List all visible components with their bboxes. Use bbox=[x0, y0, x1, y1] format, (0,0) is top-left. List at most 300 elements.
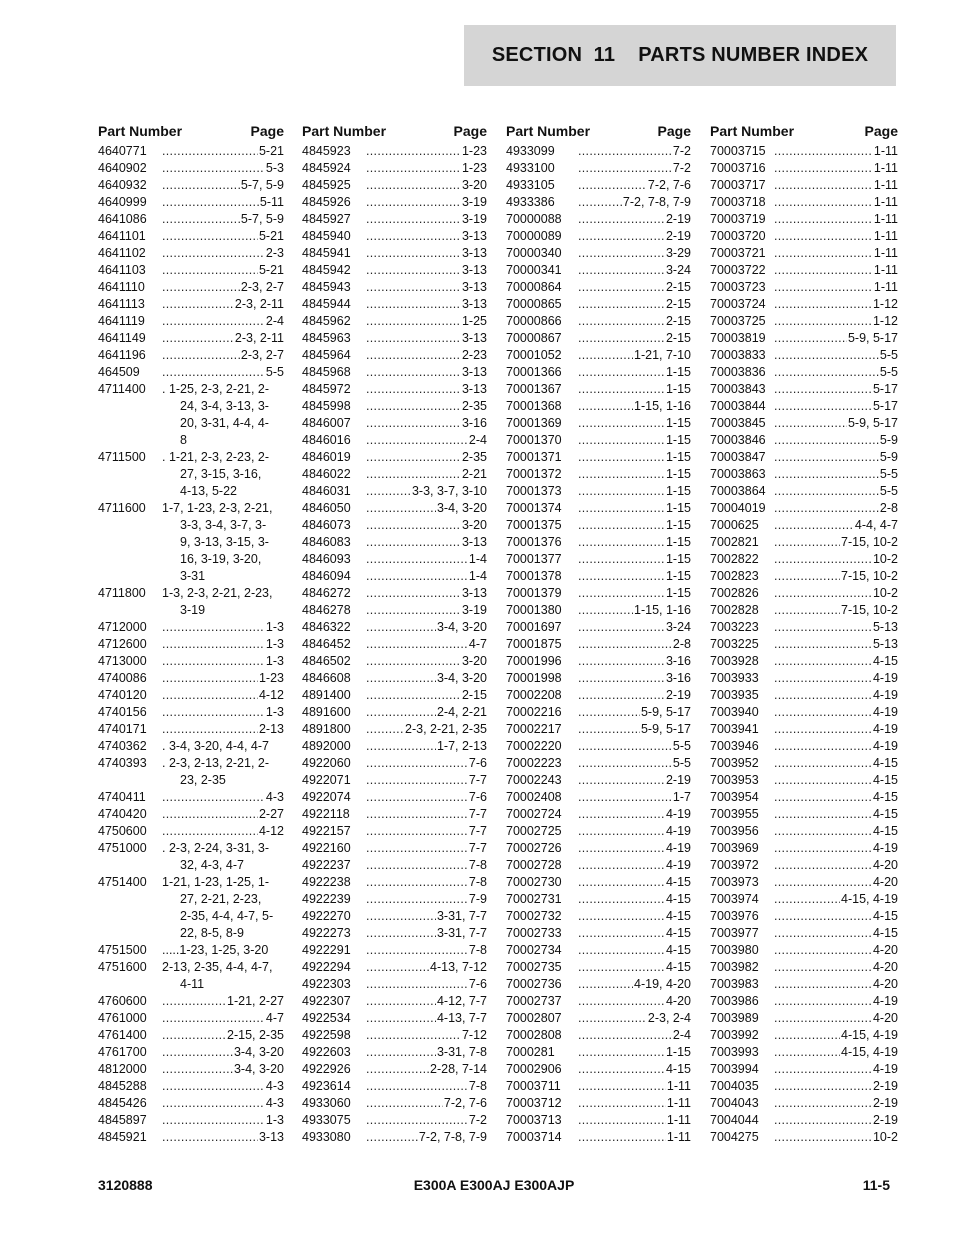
part-number: 70003836 bbox=[710, 365, 766, 379]
page-reference: ..... 10-2 bbox=[774, 551, 898, 568]
part-number: 70003863 bbox=[710, 467, 766, 481]
index-column-2 bbox=[302, 118, 487, 1146]
index-entry bbox=[506, 687, 691, 704]
index-entry bbox=[302, 1044, 487, 1061]
page-reference: ..... 4-20 bbox=[774, 857, 898, 874]
page-reference: ..... 5-5 bbox=[774, 347, 898, 364]
index-entry bbox=[98, 1095, 284, 1112]
page-reference: . 2-3, 2-13, 2-21, 2- 23, 2-35 bbox=[162, 756, 270, 787]
index-entry bbox=[506, 891, 691, 908]
page-reference: ..... 2-8 bbox=[774, 500, 898, 517]
page-reference: ..... 4-15 bbox=[774, 806, 898, 823]
index-entry bbox=[98, 1044, 284, 1061]
part-number: 4845963 bbox=[302, 331, 351, 345]
page-reference: ..... 2-15 bbox=[578, 296, 691, 313]
index-entry bbox=[302, 330, 487, 347]
index-entry bbox=[302, 874, 487, 891]
part-number: 7003935 bbox=[710, 688, 759, 702]
part-number: 4641149 bbox=[98, 331, 146, 345]
index-entry bbox=[98, 823, 284, 840]
part-number: 4751000 bbox=[98, 841, 147, 855]
index-entry bbox=[302, 1010, 487, 1027]
page-reference: ..... 4-4, 4-7 bbox=[774, 517, 898, 534]
part-number: 70003864 bbox=[710, 484, 766, 498]
index-entry bbox=[506, 755, 691, 772]
page-reference: ..... 2-35 bbox=[366, 398, 487, 415]
index-entry bbox=[302, 194, 487, 211]
index-entry bbox=[302, 1061, 487, 1078]
page-reference: 1-3, 2-3, 2-21, 2-23, 3-19 bbox=[162, 586, 273, 617]
part-number: 4846278 bbox=[302, 603, 351, 617]
part-number: 70001366 bbox=[506, 365, 562, 379]
page-reference: ..... 3-3, 3-7, 3-10 bbox=[366, 483, 487, 500]
page-reference: ..... 2-19 bbox=[578, 772, 691, 789]
index-entry bbox=[98, 143, 284, 160]
part-number: 70001378 bbox=[506, 569, 562, 583]
index-entry bbox=[506, 415, 691, 432]
index-entry bbox=[710, 653, 898, 670]
part-number: 4641101 bbox=[98, 229, 146, 243]
page-reference: ..... 2-19 bbox=[578, 228, 691, 245]
part-number: 4640771 bbox=[98, 144, 147, 158]
part-number: 4641103 bbox=[98, 263, 146, 277]
page-reference: ..... 1-11 bbox=[774, 177, 898, 194]
part-number: 4761000 bbox=[98, 1011, 147, 1025]
page-reference: ..... 1-15 bbox=[578, 534, 691, 551]
index-entry bbox=[710, 1044, 898, 1061]
section-title: PARTS NUMBER INDEX bbox=[638, 44, 869, 66]
page-reference: ..... 1-11 bbox=[774, 211, 898, 228]
page-reference: ..... 4-15 bbox=[578, 942, 691, 959]
part-number: 4740120 bbox=[98, 688, 147, 702]
part-number: 7003225 bbox=[710, 637, 759, 651]
index-entry bbox=[506, 721, 691, 738]
index-entry bbox=[98, 993, 284, 1010]
index-entry bbox=[710, 704, 898, 721]
part-number: 4641113 bbox=[98, 297, 145, 311]
page-reference: ..... 3-13 bbox=[366, 364, 487, 381]
part-number: 4740362 bbox=[98, 739, 147, 753]
page-reference: ..... 3-13 bbox=[366, 381, 487, 398]
index-entry bbox=[506, 534, 691, 551]
page-reference: ..... 1-7 bbox=[578, 789, 691, 806]
part-number: 7004043 bbox=[710, 1096, 759, 1110]
index-entry bbox=[506, 228, 691, 245]
page-reference: ..... 5-17 bbox=[774, 381, 898, 398]
part-number: 4933075 bbox=[302, 1113, 351, 1127]
page-reference: ..... 4-19 bbox=[774, 840, 898, 857]
page-reference: ..... 1-15 bbox=[578, 585, 691, 602]
index-entry bbox=[506, 398, 691, 415]
page-reference: ..... 3-4, 3-20 bbox=[366, 500, 487, 517]
part-number: 4846031 bbox=[302, 484, 351, 498]
part-number: 4922270 bbox=[302, 909, 351, 923]
index-entry bbox=[506, 245, 691, 262]
page-reference: ..... 7-2, 7-8, 7-9 bbox=[366, 1129, 487, 1146]
page-reference: ..... 4-19 bbox=[774, 704, 898, 721]
part-number: 70002808 bbox=[506, 1028, 562, 1042]
part-number: 70000340 bbox=[506, 246, 562, 260]
page-reference: ..... 2-19 bbox=[774, 1078, 898, 1095]
part-number: 4922926 bbox=[302, 1062, 351, 1076]
index-entry bbox=[710, 330, 898, 347]
page-reference: ..... 1-11 bbox=[774, 245, 898, 262]
page-reference: ..... 10-2 bbox=[774, 585, 898, 602]
part-number: 4712000 bbox=[98, 620, 147, 634]
part-number: 70001369 bbox=[506, 416, 562, 430]
index-entry bbox=[98, 687, 284, 704]
part-number: 4922307 bbox=[302, 994, 351, 1008]
part-number: 70002408 bbox=[506, 790, 562, 804]
part-number: 7003952 bbox=[710, 756, 759, 770]
page-reference: ..... 4-15, 4-19 bbox=[774, 1044, 898, 1061]
index-entry bbox=[506, 160, 691, 177]
index-entry bbox=[710, 1027, 898, 1044]
page-reference: ..... 1-3 bbox=[162, 704, 284, 721]
part-number: 70001370 bbox=[506, 433, 562, 447]
page-header: Page bbox=[864, 123, 898, 139]
part-number: 4751500 bbox=[98, 943, 147, 957]
index-entry bbox=[710, 891, 898, 908]
part-number-header: Part Number bbox=[506, 123, 591, 139]
page-reference: ..... 3-13 bbox=[366, 585, 487, 602]
page-reference: ..... 4-19 bbox=[578, 840, 691, 857]
part-number: 70003714 bbox=[506, 1130, 562, 1144]
index-entry bbox=[302, 466, 487, 483]
index-entry bbox=[302, 585, 487, 602]
index-entry bbox=[506, 823, 691, 840]
index-entry bbox=[302, 534, 487, 551]
page-reference: ..... 3-20 bbox=[366, 517, 487, 534]
column-header bbox=[710, 118, 898, 143]
part-number: 7003955 bbox=[710, 807, 759, 821]
index-entry bbox=[302, 619, 487, 636]
part-number: 70003819 bbox=[710, 331, 766, 345]
part-number: 7003986 bbox=[710, 994, 759, 1008]
part-number: 4922294 bbox=[302, 960, 351, 974]
index-entry bbox=[302, 670, 487, 687]
part-number: 7003994 bbox=[710, 1062, 759, 1076]
index-entry bbox=[710, 449, 898, 466]
part-number: 7002823 bbox=[710, 569, 759, 583]
page-reference: ..... 2-4, 2-21 bbox=[366, 704, 487, 721]
page-reference: ..... 2-3, 2-7 bbox=[162, 347, 284, 364]
part-number: 70003843 bbox=[710, 382, 766, 396]
part-number: 7000281 bbox=[506, 1045, 555, 1059]
index-entry bbox=[506, 653, 691, 670]
page-reference: ..... 5-5 bbox=[774, 466, 898, 483]
part-number: 70001375 bbox=[506, 518, 562, 532]
part-number: 70000864 bbox=[506, 280, 562, 294]
part-number: 7003973 bbox=[710, 875, 759, 889]
index-column-1 bbox=[98, 118, 284, 1146]
index-entry bbox=[710, 823, 898, 840]
index-entry bbox=[506, 976, 691, 993]
page-reference: ..... 1-11 bbox=[774, 262, 898, 279]
column-header bbox=[506, 118, 691, 143]
index-entry bbox=[506, 262, 691, 279]
index-entry bbox=[506, 704, 691, 721]
part-number: 4933386 bbox=[506, 195, 555, 209]
part-number: 70003717 bbox=[710, 178, 766, 192]
page-reference: ..... 4-15, 4-19 bbox=[774, 1027, 898, 1044]
part-number: 4846322 bbox=[302, 620, 351, 634]
index-entry bbox=[506, 1129, 691, 1146]
column-header bbox=[98, 118, 284, 143]
part-number: 70001697 bbox=[506, 620, 562, 634]
part-number: 70001373 bbox=[506, 484, 562, 498]
part-number: 4891600 bbox=[302, 705, 351, 719]
part-number: 70001998 bbox=[506, 671, 562, 685]
part-number: 4740156 bbox=[98, 705, 147, 719]
index-entry bbox=[710, 840, 898, 857]
index-entry bbox=[506, 177, 691, 194]
page-reference: ..... 1-3 bbox=[162, 653, 284, 670]
index-entry bbox=[710, 993, 898, 1010]
part-number: 70000088 bbox=[506, 212, 562, 226]
part-number: 70003712 bbox=[506, 1096, 562, 1110]
page-reference: ..... 3-13 bbox=[366, 534, 487, 551]
part-number: 70001368 bbox=[506, 399, 562, 413]
page-reference: ..... 10-2 bbox=[774, 1129, 898, 1146]
part-number: 4711600 bbox=[98, 501, 146, 515]
index-entry bbox=[506, 211, 691, 228]
part-number: 70002735 bbox=[506, 960, 562, 974]
index-entry bbox=[506, 602, 691, 619]
page-reference: ..... 3-29 bbox=[578, 245, 691, 262]
index-entry bbox=[710, 772, 898, 789]
entry-list bbox=[710, 143, 898, 1146]
page-reference: ..... 4-15 bbox=[578, 891, 691, 908]
part-number: 70002208 bbox=[506, 688, 562, 702]
part-number-header: Part Number bbox=[98, 123, 183, 139]
index-entry bbox=[710, 483, 898, 500]
part-number: 4846093 bbox=[302, 552, 351, 566]
part-number: 4845942 bbox=[302, 263, 351, 277]
part-number: 4641119 bbox=[98, 314, 145, 328]
part-number: 4845426 bbox=[98, 1096, 147, 1110]
part-number: 7000625 bbox=[710, 518, 759, 532]
page-reference: ..... 7-6 bbox=[366, 789, 487, 806]
page-reference: ..... 1-23 bbox=[366, 143, 487, 160]
part-number: 70002733 bbox=[506, 926, 562, 940]
page-reference: ..... 7-8 bbox=[366, 942, 487, 959]
part-number: 70003846 bbox=[710, 433, 766, 447]
part-number: 4845921 bbox=[98, 1130, 147, 1144]
index-entry bbox=[710, 500, 898, 517]
page-reference: ..... 5-13 bbox=[774, 619, 898, 636]
page-reference: ..... 3-16 bbox=[578, 670, 691, 687]
page-reference: ..... 4-15 bbox=[578, 874, 691, 891]
part-number: 70003722 bbox=[710, 263, 766, 277]
page-reference: ..... 7-15, 10-2 bbox=[774, 568, 898, 585]
part-number: 7003223 bbox=[710, 620, 759, 634]
part-number: 70001875 bbox=[506, 637, 562, 651]
page-reference: ..... 7-15, 10-2 bbox=[774, 602, 898, 619]
index-entry bbox=[302, 993, 487, 1010]
page-reference: . 2-3, 2-24, 3-31, 3- 32, 4-3, 4-7 bbox=[162, 841, 270, 872]
index-entry bbox=[506, 517, 691, 534]
page-reference: . 3-4, 3-20, 4-4, 4-7 bbox=[162, 739, 270, 753]
part-number: 70001377 bbox=[506, 552, 562, 566]
part-number: 4923614 bbox=[302, 1079, 351, 1093]
part-number: 4846502 bbox=[302, 654, 351, 668]
part-number: 70002906 bbox=[506, 1062, 562, 1076]
page-reference: ..... 5-9, 5-17 bbox=[774, 330, 898, 347]
part-number: 70000865 bbox=[506, 297, 562, 311]
page-reference: ..... 7-8 bbox=[366, 857, 487, 874]
part-number: 7003928 bbox=[710, 654, 759, 668]
part-number: 4922160 bbox=[302, 841, 351, 855]
index-entry bbox=[98, 228, 284, 245]
page-reference: ..... 7-8 bbox=[366, 874, 487, 891]
page-reference: ..... 7-2 bbox=[366, 1112, 487, 1129]
index-entry bbox=[98, 160, 284, 177]
index-entry bbox=[710, 432, 898, 449]
part-number: 7003946 bbox=[710, 739, 759, 753]
index-entry bbox=[302, 279, 487, 296]
part-number: 7002821 bbox=[710, 535, 759, 549]
page-reference: ..... 7-7 bbox=[366, 840, 487, 857]
page-reference: ..... 4-15 bbox=[578, 908, 691, 925]
index-entry bbox=[98, 1061, 284, 1078]
part-number: 70002725 bbox=[506, 824, 562, 838]
index-entry bbox=[506, 1027, 691, 1044]
page-reference: ..... 5-9 bbox=[774, 432, 898, 449]
page-reference: ..... 7-12 bbox=[366, 1027, 487, 1044]
index-entry bbox=[710, 1095, 898, 1112]
page-reference: ..... 2-19 bbox=[578, 687, 691, 704]
part-number: 70003847 bbox=[710, 450, 766, 464]
page-reference: ..... 5-17 bbox=[774, 398, 898, 415]
index-entry bbox=[302, 687, 487, 704]
part-number: 70004019 bbox=[710, 501, 766, 515]
page-reference: ..... 5-5 bbox=[774, 483, 898, 500]
part-number: 4640902 bbox=[98, 161, 147, 175]
part-number: 7003980 bbox=[710, 943, 759, 957]
page-reference: ..... 7-7 bbox=[366, 823, 487, 840]
part-number: 70001371 bbox=[506, 450, 562, 464]
page-reference: ..... 4-15 bbox=[774, 653, 898, 670]
part-number: 7003972 bbox=[710, 858, 759, 872]
page-header: Page bbox=[250, 123, 284, 139]
index-entry bbox=[710, 551, 898, 568]
page-reference: ..... 1-11 bbox=[578, 1112, 691, 1129]
index-entry bbox=[506, 1078, 691, 1095]
index-entry bbox=[302, 959, 487, 976]
page-reference: ..... 4-20 bbox=[774, 1010, 898, 1027]
index-entry bbox=[302, 925, 487, 942]
part-number: 70003723 bbox=[710, 280, 766, 294]
part-number: 70001374 bbox=[506, 501, 562, 515]
index-entry bbox=[302, 296, 487, 313]
page-reference: ..... 3-4, 3-20 bbox=[366, 670, 487, 687]
page-reference: ..... 2-19 bbox=[578, 211, 691, 228]
index-entry bbox=[710, 296, 898, 313]
page-reference: ..... 3-19 bbox=[366, 602, 487, 619]
page-reference: ..... 3-13 bbox=[366, 245, 487, 262]
part-number: 70002724 bbox=[506, 807, 562, 821]
index-entry bbox=[302, 738, 487, 755]
page-reference: ..... 4-15 bbox=[578, 1061, 691, 1078]
index-entry bbox=[98, 653, 284, 670]
part-number: 4711500 bbox=[98, 450, 146, 464]
index-entry bbox=[302, 976, 487, 993]
part-number: 4933080 bbox=[302, 1130, 351, 1144]
index-entry bbox=[710, 806, 898, 823]
page-reference: ..... 5-5 bbox=[578, 755, 691, 772]
page-reference: ..... 4-7 bbox=[162, 1010, 284, 1027]
page-reference: ..... 1-25 bbox=[366, 313, 487, 330]
part-number: 4933105 bbox=[506, 178, 555, 192]
page-number: 11-5 bbox=[862, 1177, 890, 1193]
index-entry bbox=[98, 500, 284, 585]
index-entry bbox=[98, 194, 284, 211]
part-number: 4846608 bbox=[302, 671, 351, 685]
index-entry bbox=[98, 1112, 284, 1129]
index-entry bbox=[302, 1027, 487, 1044]
page-reference: ..... 5-5 bbox=[578, 738, 691, 755]
part-number: 4922303 bbox=[302, 977, 351, 991]
index-entry bbox=[710, 517, 898, 534]
page-footer bbox=[98, 1177, 890, 1197]
part-number: 7003983 bbox=[710, 977, 759, 991]
part-number: 7003974 bbox=[710, 892, 759, 906]
part-number: 4891400 bbox=[302, 688, 351, 702]
page-reference: ..... 1-15 bbox=[578, 568, 691, 585]
page-reference: ..... 4-19 bbox=[578, 857, 691, 874]
index-entry bbox=[302, 568, 487, 585]
part-number: 4846050 bbox=[302, 501, 351, 515]
column-header bbox=[302, 118, 487, 143]
page-reference: ..... 4-20 bbox=[774, 959, 898, 976]
index-entry bbox=[506, 619, 691, 636]
section-spacer bbox=[615, 44, 638, 67]
page-reference: ..... 7-2 bbox=[578, 143, 691, 160]
page-reference: ..... 4-3 bbox=[162, 789, 284, 806]
part-number: 4845940 bbox=[302, 229, 351, 243]
part-number: 4712600 bbox=[98, 637, 147, 651]
part-number: 70003715 bbox=[710, 144, 766, 158]
index-entry bbox=[302, 177, 487, 194]
part-number: 4845926 bbox=[302, 195, 351, 209]
part-number: 4751400 bbox=[98, 875, 147, 889]
index-entry bbox=[302, 364, 487, 381]
page-reference: ..... 7-2, 7-6 bbox=[366, 1095, 487, 1112]
page-reference: ..... 4-15 bbox=[774, 772, 898, 789]
index-entry bbox=[302, 551, 487, 568]
index-entry bbox=[710, 381, 898, 398]
index-entry bbox=[710, 534, 898, 551]
page-reference: ..... 2-21 bbox=[366, 466, 487, 483]
part-number: 70002734 bbox=[506, 943, 562, 957]
page-reference: ..... 3-19 bbox=[366, 194, 487, 211]
page-reference: ..... 1-15 bbox=[578, 432, 691, 449]
index-entry bbox=[506, 772, 691, 789]
page-reference: ..... 5-9 bbox=[774, 449, 898, 466]
index-entry bbox=[98, 296, 284, 313]
part-number: 4740411 bbox=[98, 790, 146, 804]
index-entry bbox=[710, 364, 898, 381]
part-number: 4845998 bbox=[302, 399, 351, 413]
index-entry bbox=[506, 364, 691, 381]
page-reference: ..... 1-11 bbox=[774, 279, 898, 296]
page-reference: ..... 1-3 bbox=[162, 636, 284, 653]
part-number: 4922598 bbox=[302, 1028, 351, 1042]
part-number: 4845924 bbox=[302, 161, 351, 175]
index-entry bbox=[302, 653, 487, 670]
page-reference: ..... 5-7, 5-9 bbox=[162, 211, 284, 228]
